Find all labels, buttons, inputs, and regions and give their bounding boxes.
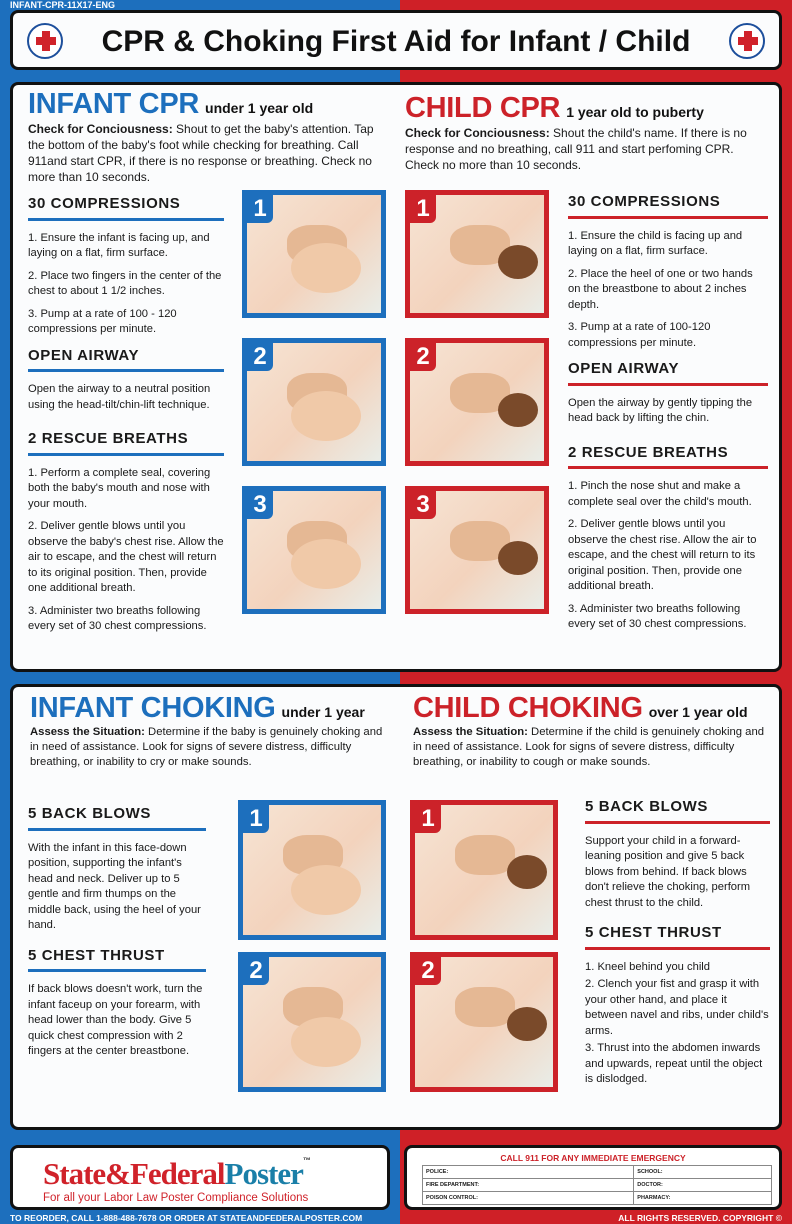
list-item: 3. Administer two breaths following every set of 30 chest compressions. <box>28 604 207 632</box>
contacts-table <box>422 1165 772 1205</box>
pharmacy-field: PHARMACY: <box>634 1192 772 1205</box>
airway-heading: OPEN AIRWAY <box>28 348 224 373</box>
list-item: 1. Perform a complete seal, covering both the baby's mouth and nose with your mouth. <box>28 466 211 510</box>
brand-logo: State&FederalPoster™ <box>43 1156 310 1191</box>
section-title: CHILD CPR <box>405 92 561 124</box>
list-item: 2. Place the heel of one or two hands on the breastbone to about 2 inches depth. <box>568 267 753 311</box>
police-field: POLICE: <box>423 1166 634 1179</box>
title-banner <box>10 10 782 70</box>
list-item: 1. Kneel behind you child <box>585 960 711 973</box>
child-chest-thrust-illustration <box>410 952 558 1092</box>
airway-text: Open the airway by gently tipping the head back by lifting the chin. <box>568 396 753 424</box>
step-number: 2 <box>410 343 436 371</box>
list-item: 1. Pinch the nose shut and make a complete seal over the child's mouth. <box>568 480 752 508</box>
compressions-heading: 30 COMPRESSIONS <box>28 196 224 221</box>
chest-thrust-text: If back blows doesn't work, turn the infant faceup on your forearm, with head lower than the body. Give 5 quick chest compression with 2 fingers at the center breastbone. <box>28 983 203 1057</box>
age-range: under 1 year old <box>205 100 314 116</box>
infant-compressions-illustration <box>242 190 386 318</box>
poison-control-field: POISON CONTROL: <box>423 1192 634 1205</box>
child-cpr-header <box>405 92 770 173</box>
intro-text: Check for Conciousness: Shout to get the baby's attention. Tap the bottom of the baby's foot while checking for breathing. Call 911and start CPR, if there is no response or breathing. Check no more than 10 seconds. <box>28 122 374 184</box>
child-compressions-illustration <box>405 190 549 318</box>
intro-text: Assess the Situation: Determine if the baby is genuinely choking and in need of assistance. Look for signs of severe distress, difficulty breathing, or inability to cry or make sounds. <box>30 726 383 768</box>
age-range: under 1 year <box>281 704 365 720</box>
child-airway-illustration <box>405 338 549 466</box>
infant-breaths-illustration <box>242 486 386 614</box>
age-range: over 1 year old <box>648 704 748 720</box>
emergency-contacts <box>404 1145 782 1210</box>
section-title: CHILD CHOKING <box>413 692 643 724</box>
school-field: SCHOOL: <box>634 1166 772 1179</box>
infant-choking-header <box>30 692 392 770</box>
section-title: INFANT CHOKING <box>30 692 276 724</box>
list-item: 1. Ensure the infant is facing up, and laying on a flat, firm surface. <box>28 231 210 259</box>
breaths-heading: 2 RESCUE BREATHS <box>568 445 768 470</box>
child-choking-header <box>413 692 775 770</box>
infant-chest-thrust-illustration <box>238 952 386 1092</box>
step-number: 3 <box>410 491 436 519</box>
page-title: CPR & Choking First Aid for Infant / Child <box>101 25 691 58</box>
age-range: 1 year old to puberty <box>566 104 704 120</box>
step-number: 3 <box>247 491 273 519</box>
list-item: 2. Deliver gentle blows until you observe the baby's chest rise. Allow the air to escape, and the chest will return to its original position. Then, provide one additional breath. <box>28 520 224 594</box>
copyright-text: ALL RIGHTS RESERVED. COPYRIGHT © <box>618 1213 782 1223</box>
fire-department-field: FIRE DEPARTMENT: <box>423 1179 634 1192</box>
infant-cpr-header <box>28 88 388 185</box>
step-number: 1 <box>410 195 436 223</box>
infant-back-blows-illustration <box>238 800 386 940</box>
list-item: 3. Thrust into the abdomen inwards and upwards, repeat until the object is dislodged. <box>585 1042 763 1085</box>
list-item: 1. Ensure the child is facing up and laying on a flat, firm surface. <box>568 229 743 257</box>
tagline: For all your Labor Law Poster Compliance Solutions <box>43 1192 309 1204</box>
list-item: 2. Place two fingers in the center of the chest to about 1 1/2 inches. <box>28 269 222 297</box>
back-blows-heading: 5 BACK BLOWS <box>28 806 206 831</box>
back-blows-text: Support your child in a forward-leaning position and give 5 back blows from behind. If back blows don't relieve the choking, perform chest thrust to the child. <box>585 834 751 909</box>
compressions-heading: 30 COMPRESSIONS <box>568 194 768 219</box>
back-blows-text: With the infant in this face-down position, supporting the infant's head and neck. Deliver up to 5 gentle and firm thumps on the middle back, using the heel of your hand. <box>28 841 201 931</box>
child-cpr-steps <box>568 194 768 640</box>
list-item: 3. Pump at a rate of 100-120 compressions per minute. <box>568 321 711 349</box>
red-cross-icon <box>729 23 765 59</box>
infant-airway-illustration <box>242 338 386 466</box>
doctor-field: DOCTOR: <box>634 1179 772 1192</box>
airway-text: Open the airway to a neutral position using the head-tilt/chin-lift technique. <box>28 383 211 411</box>
reorder-text: TO REORDER, CALL 1-888-488-7678 OR ORDER AT STATEANDFEDERALPOSTER.COM <box>10 1213 363 1223</box>
infant-cpr-steps <box>28 196 224 642</box>
breaths-heading: 2 RESCUE BREATHS <box>28 431 224 456</box>
step-number: 2 <box>243 957 269 985</box>
section-title: INFANT CPR <box>28 88 200 120</box>
intro-text: Check for Conciousness: Shout the child's name. If there is no response and no breathing, call 911 and start perfoming CPR. Check no more than 10 seconds. <box>405 126 747 172</box>
list-item: 2. Deliver gentle blows until you observe the chest rise. Allow the air to escape, and the chest will return to its original position. Then, provide one additional breath. <box>568 518 757 592</box>
child-back-blows-illustration <box>410 800 558 940</box>
chest-thrust-heading: 5 CHEST THRUST <box>585 925 770 950</box>
child-choking-steps <box>585 799 770 1095</box>
logo-box <box>10 1145 390 1210</box>
child-breaths-illustration <box>405 486 549 614</box>
step-number: 1 <box>247 195 273 223</box>
chest-thrust-heading: 5 CHEST THRUST <box>28 948 206 973</box>
infant-choking-steps <box>28 806 206 1067</box>
airway-heading: OPEN AIRWAY <box>568 361 768 386</box>
intro-text: Assess the Situation: Determine if the child is genuinely choking and in need of assistance. Look for signs of severe distress, difficulty breathing, or inability to cough or make sounds. <box>413 726 765 768</box>
poster-code: INFANT-CPR-11X17-ENG <box>10 0 116 10</box>
list-item: 2. Clench your fist and grasp it with your other hand, and place it between navel and ribs, under child's arms. <box>585 978 769 1037</box>
back-blows-heading: 5 BACK BLOWS <box>585 799 770 824</box>
step-number: 1 <box>243 805 269 833</box>
list-item: 3. Administer two breaths following every set of 30 chest compressions. <box>568 602 747 630</box>
emergency-heading: CALL 911 FOR ANY IMMEDIATE EMERGENCY <box>500 1153 686 1163</box>
step-number: 2 <box>247 343 273 371</box>
step-number: 2 <box>415 957 441 985</box>
list-item: 3. Pump at a rate of 100 - 120 compressions per minute. <box>28 307 177 335</box>
step-number: 1 <box>415 805 441 833</box>
